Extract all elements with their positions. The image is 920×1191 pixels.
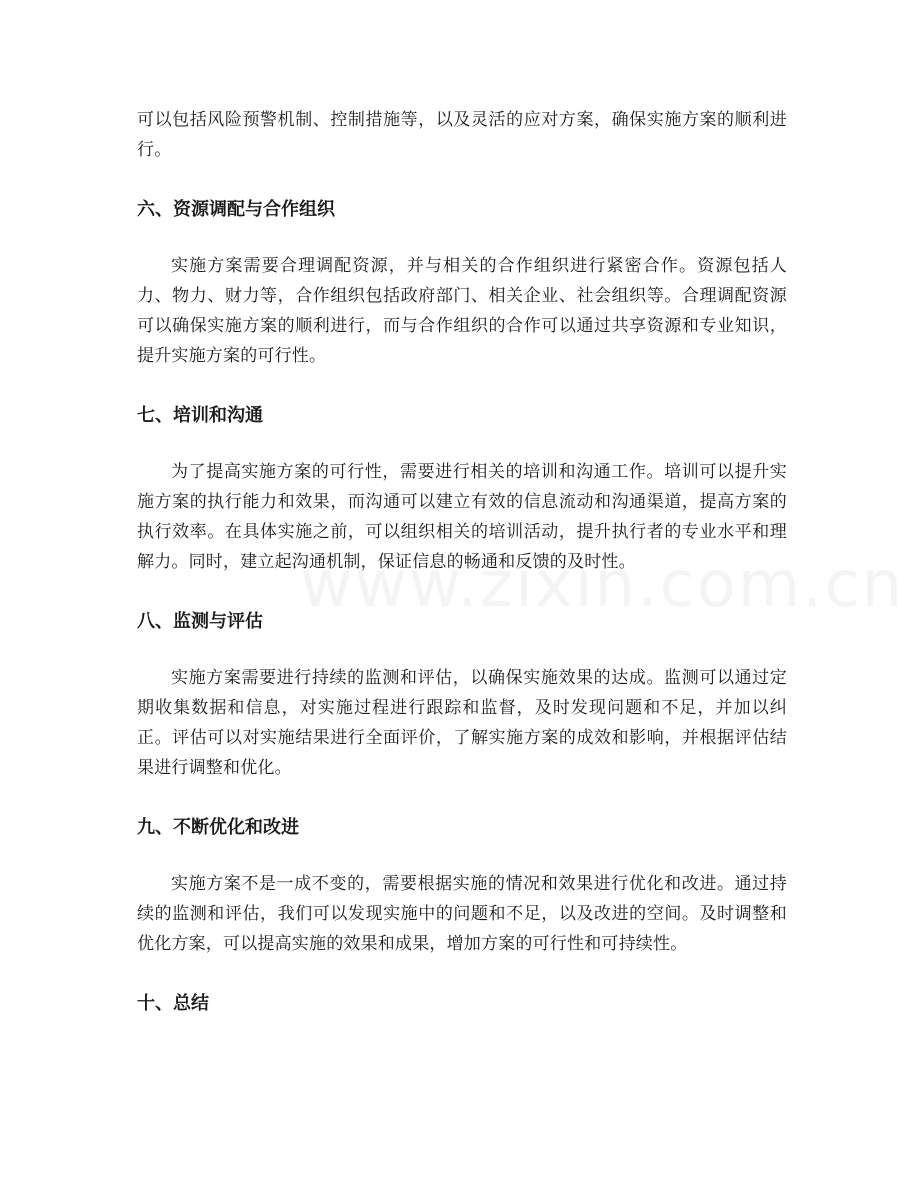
section-body-8: 实施方案需要进行持续的监测和评估，以确保实施效果的达成。监测可以通过定期收集数据和信息，对实施过程进行跟踪和监督，及时发现问题和不足，并加以纠正。评估可以对实施结果进行全面评价，了解实施方案的成效和影响，并根据评估结果进行调整和优化。 (137, 668, 787, 778)
section-heading-9: 九、不断优化和改进 (137, 817, 299, 838)
document-content (137, 105, 787, 1019)
section-body-6: 实施方案需要合理调配资源，并与相关的合作组织进行紧密合作。资源包括人力、物力、财力等，合作组织包括政府部门、相关企业、社会组织等。合理调配资源可以确保实施方案的顺利进行，而与合作组织的合作可以通过共享资源和专业知识，提升实施方案的可行性。 (137, 256, 787, 366)
section-body-7: 为了提高实施方案的可行性，需要进行相关的培训和沟通工作。培训可以提升实施方案的执行能力和效果，而沟通可以建立有效的信息流动和沟通渠道，提高方案的执行效率。在具体实施之前，可以组织相关的培训活动，提升执行者的专业水平和理解力。同时，建立起沟通机制，保证信息的畅通和反馈的及时性。 (137, 462, 787, 572)
section-body-9: 实施方案不是一成不变的，需要根据实施的情况和效果进行优化和改进。通过持续的监测和评估，我们可以发现实施中的问题和不足，以及改进的空间。及时调整和优化方案，可以提高实施的效果和成果，增加方案的可行性和可持续性。 (137, 874, 787, 954)
section-heading-7: 七、培训和沟通 (137, 405, 263, 426)
section-heading-6: 六、资源调配与合作组织 (137, 199, 335, 220)
section-heading-8: 八、监测与评估 (137, 611, 263, 632)
lead-paragraph: 可以包括风险预警机制、控制措施等，以及灵活的应对方案，确保实施方案的顺利进行。 (137, 110, 787, 160)
section-heading-10: 十、总结 (137, 993, 209, 1014)
